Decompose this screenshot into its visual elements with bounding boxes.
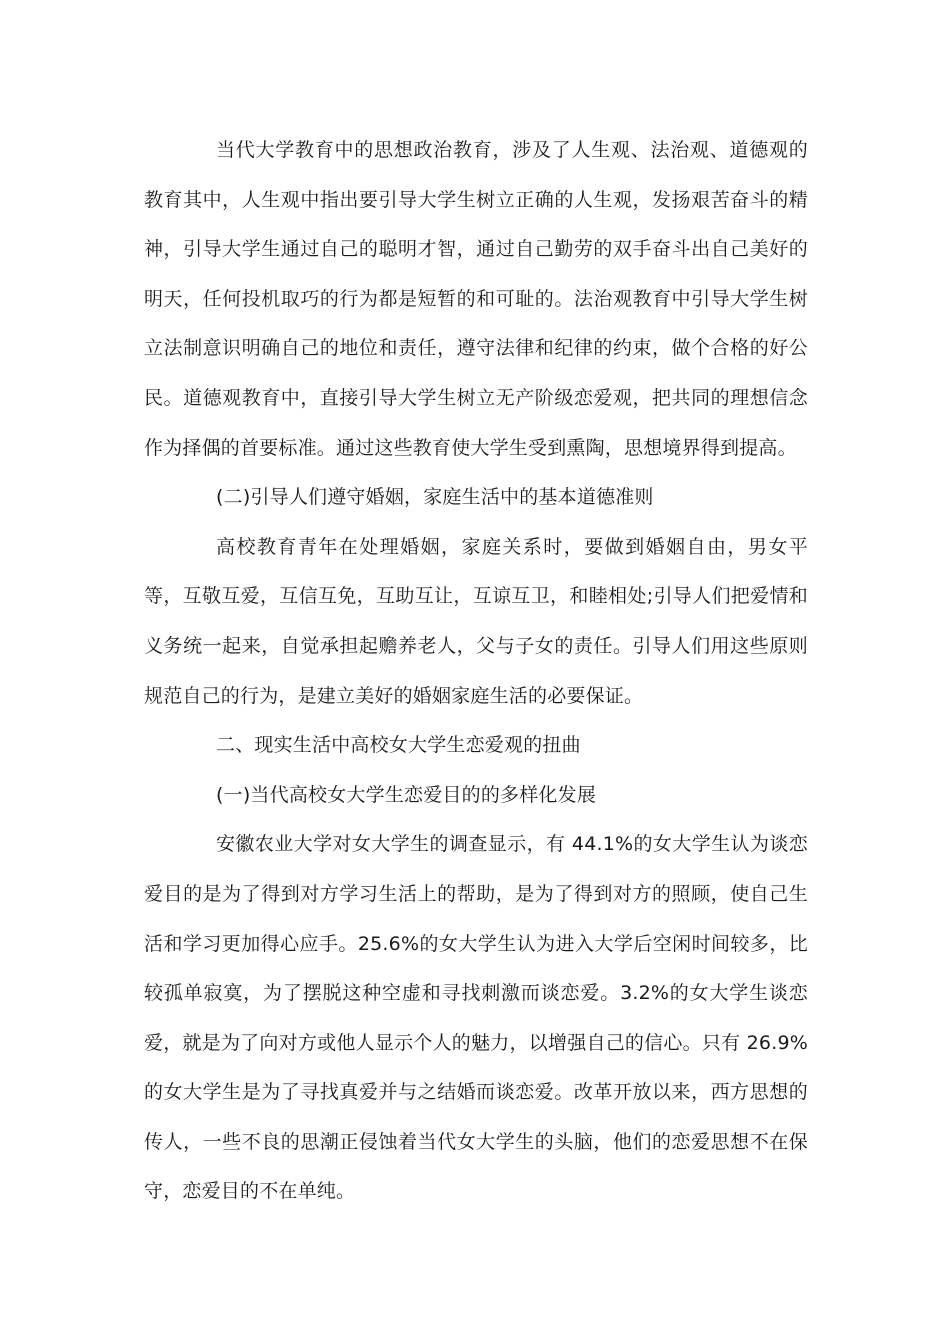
- paragraph-moral-education: 当代大学教育中的思想政治教育，涉及了人生观、法治观、道德观的教育其中，人生观中指出要引导大学生树立正确的人生观，发扬艰苦奋斗的精神，引导大学生通过自己的聪明才智，通过自己勤劳的双手奋斗出自己美好的明天，任何投机取巧的行为都是短暂的和可耻的。法治观教育中引导大学生树立法制意识明确自己的地位和责任，遵守法律和纪律的约束，做个合格的好公民。道德观教育中，直接引导大学生树立无产阶级恋爱观，把共同的理想信念作为择偶的首要标准。通过这些教育使大学生受到熏陶，思想境界得到提高。: [144, 139, 808, 459]
- section-heading-marriage-norms: (二)引导人们遵守婚姻，家庭生活中的基本道德准则: [216, 486, 654, 509]
- paragraph-marriage-principles: 高校教育青年在处理婚姻，家庭关系时，要做到婚姻自由，男女平等，互敬互爱，互信互免，互助互让，互谅互卫，和睦相处;引导人们把爱情和义务统一起来，自觉承担起赡养老人，父与子女的责任。引导人们用这些原则规范自己的行为，是建立美好的婚姻家庭生活的必要保证。: [144, 535, 808, 707]
- document-body: [144, 126, 808, 1217]
- paragraph-survey-results: 安徽农业大学对女大学生的调查显示，有 44.1%的女大学生认为谈恋爱目的是为了得到对方学习生活上的帮助，是为了得到对方的照顾，使自己生活和学习更加得心应手。25.6%的女大学生认为进入大学后空闲时间较多，比较孤单寂寞，为了摆脱这种空虚和寻找刺激而谈恋爱。3.2%的女大学生谈恋爱，就是为了向对方或他人显示个人的魅力，以增强自己的信心。只有 26.9%的女大学生是为了寻找真爱并与之结婚而谈恋爱。改革开放以来，西方思想的传人，一些不良的思潮正侵蚀着当代女大学生的头脑，他们的恋爱思想不在保守，恋爱目的不在单纯。: [144, 833, 808, 1203]
- section-heading-distortion: 二、现实生活中高校女大学生恋爱观的扭曲: [216, 734, 581, 757]
- section-heading-diversified-purposes: (一)当代高校女大学生恋爱目的的多样化发展: [216, 783, 597, 806]
